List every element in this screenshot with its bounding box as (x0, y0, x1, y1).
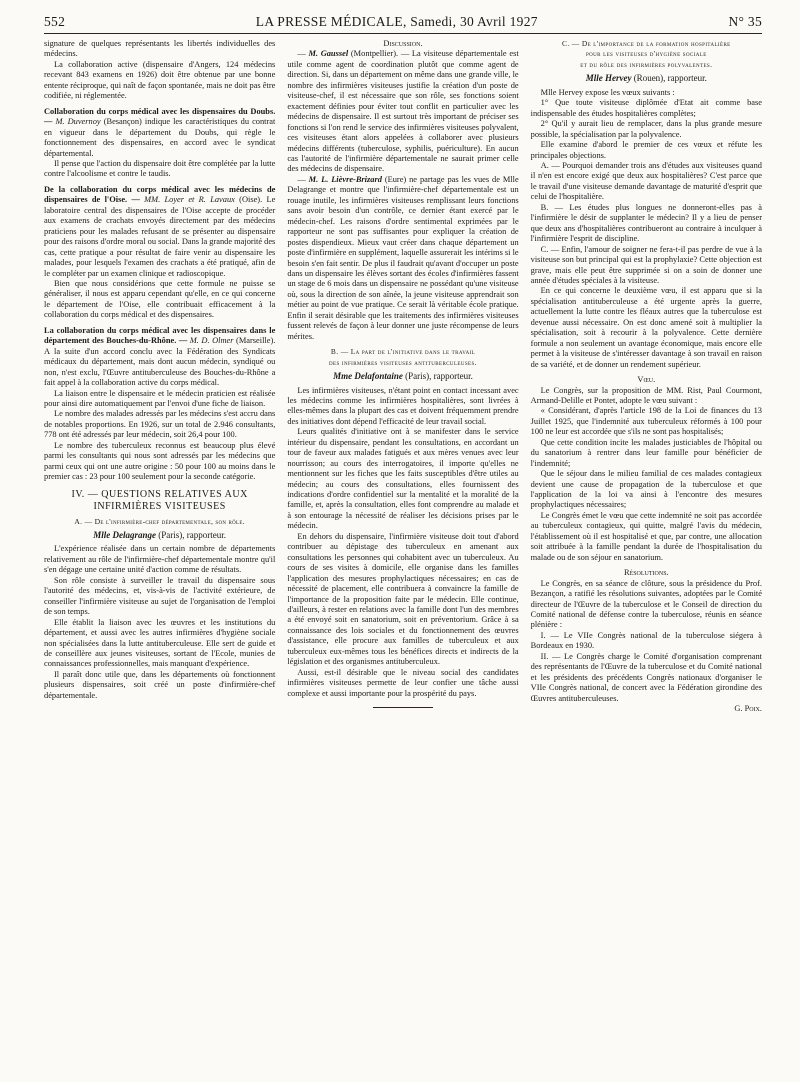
paragraph: Bien que nous considérions que cette formule ne puisse se généraliser, il nous est apparu cependant qu'elle, en ce qui concerne le département de l'Oise, elle contribuait efficacement à la collaboration du corps médical et des dispensaires. (44, 278, 276, 320)
sub-title: B. — La part de l'initiative dans le travail (330, 347, 476, 357)
paragraph: I. — Le VIIe Congrès national de la tuberculose siégera à Bordeaux en 1930. (530, 630, 762, 651)
paragraph: — M. L. Lièvre-Brizard (Eure) ne partage pas les vues de Mlle Delagrange et montre que l'infirmière-chef départementale est un rouage inutile, les infirmières visiteuses remplissant leurs fonctions sans avoir besoin d'un contrôle, ce dernier étant exercé par le médecin-chef. Les raisons d'ordre sentimental exprimées par le rapporteur ne sont pas suffisantes pour expliquer la création de postes dispendieux. Mieux vaut créer dans chaque département un poste d'infirmière en supplément, laquelle assurerait les intérims si le besoin s'en fait sentir. De plus il faudrait qu'avant d'occuper un poste dans un dispensaire les élèves sortant des écoles d'infirmières fassent un stage de 6 mois dans un dispensaire ne possédant qu'une visiteuse où, sous la direction de son aînée, la jeune visiteuse apprendrait son métier au point de vue pratique. Ce serait là véritable école pratique. Enfin il serait désirable que les traitements des infirmières visiteuses fussent relevés de façon à leur donner une juste récompense de leurs mérites. (287, 174, 519, 341)
paragraph: — M. Gaussel (Montpellier). — La visiteuse départementale est utile comme agent de coordination plutôt que comme agent de direction. Si, dans un département on même dans une grande ville, le nombre des infirmières visiteuses justifie la création d'un poste de visiteuse-chef, il est nécessaire que son rôle, ses fonctions soient exactement définies pour éviter tout conflit en particulier avec les médecins de dispensaire. Il est surtout très important de préciser ses fonctions si l'on rend le service des infirmières visiteuses polyvalent, ces visiteuses étant alors appelées à collaborer avec plusieurs médecins différents (tuberculose, syphilis, puériculture). En aucun cas l'autorité de l'infirmière départementale ne saurait primer celle des médecins de dispensaire. (287, 49, 519, 174)
column-2 (287, 39, 518, 715)
paragraph: Elle établit la liaison avec les œuvres et les institutions du département, et aussi avec les autres infirmières d'hygiène sociale non spécialisées dans la lutte antituberculeuse. Elle sert de guide et de conseillère aux jeunes visiteuses, sortant de l'Ecole, munies de connaissances professionnelles, mais manquant d'expérience. (44, 617, 276, 669)
paragraph: Les infirmières visiteuses, n'étant point en contact incessant avec les médecins comme les infirmières hospitalières, sont livrées à elles-mêmes dans la plupart des cas et doivent fréquemment prendre des initiatives dont dépend l'efficacité de leur travail social. (287, 385, 519, 426)
reporter-line: Mlle Delagrange (Paris), rapporteur. (93, 530, 227, 541)
voeu-heading: Vœu. (637, 375, 656, 385)
sub-title: C. — De l'importance de la formation hospitalière (561, 39, 731, 48)
paragraph: Mlle Hervey expose les vœux suivants : (540, 87, 675, 97)
paragraph: 2° Qu'il y aurait lieu de remplacer, dans la plus grande mesure possible, la spécialisation par la polyvalence. (530, 119, 762, 139)
section-heading: La collaboration du corps médical avec les dispensaires dans le département des Bouches-du-Rhône. — M. D. Olmer (Marseille). A la suite d'un accord conclu avec la Fédération des Syndicats médicaux du département, mais dont aucun médecin, syndiqué ou non, n'est exclu, l'Œuvre antituberculeuse des Bouches-du-Rhône a fait appel à la collaboration active du corps médical. (44, 325, 276, 388)
paragraph: Il pense que l'action du dispensaire doit être complétée par la lutte contre l'alcoolisme et contre le taudis. (44, 158, 276, 179)
reporter-line: Mlle Hervey (Rouen), rapporteur. (585, 73, 707, 84)
paragraph: signature de quelques représentants les libertés individuelles des médecins. (44, 39, 276, 59)
column-3 (531, 39, 762, 715)
paragraph: En ce qui concerne le deuxième vœu, il est apparu que si la spécialisation antituberculeuse a été urgente après la guerre, actuellement la lutte contre les fléaux autres que la tuberculose est devenue aussi nécessaire. On est donc amené soit à multiplier la spécialisation, soit à recourir à la polyvalence. Cette dernière formule a non seulement un avantage économique, mais encore elle permet à la visiteuse de s'intéresser davantage à son travail en raison de sa variété, et de donner un rendement supérieur. (530, 286, 762, 369)
paragraph: Aussi, est-il désirable que le niveau social des candidates infirmières visiteuses permette de leur confier une tâche aussi complexe et aussi importante pour la prospérité du pays. (287, 667, 519, 698)
sub-title: des infirmières visiteuses antituberculeuses. (329, 357, 477, 367)
paragraph: Leurs qualités d'initiative ont à se manifester dans le service intérieur du dispensaire, pendant les consultations, en accordant un tour de faveur aux malades fatigués et aux mères venues avec leur nourrisson; au cours des interrogatoires, il importe qu'elles ne mentionnent sur les fiches que les faits susceptibles d'être utiles au médecin; au cours des consultations, elles fournissent des indications d'ordre confidentiel sur la mentalité et la moralité de la famille, et, après la consultation, elles font comprendre au malade et à son entourage la nécessité de réaliser les décisions prises par le médecin. (287, 427, 519, 531)
paragraph: La collaboration active (dispensaire d'Angers, 124 médecins recevant 843 examens en 1926) doit être obtenue par une bonne entente réciproque, qui naît de façon spontanée, mais ne doit pas être codifiée, ni réglementée. (44, 59, 276, 101)
column-1 (44, 39, 275, 715)
sub-title: pour les visiteuses d'hygiène sociale (585, 49, 707, 59)
paragraph: La liaison entre le dispensaire et le médecin praticien est réalisée pour ainsi dire automatiquement par l'envoi d'une fiche de liaison. (44, 388, 276, 408)
section-title: IV. — QUESTIONS RELATIVES AUX INFIRMIÈRES VISITEUSES (71, 488, 248, 512)
paragraph: Le nombre des malades adressés par les médecins s'est accru dans de notables proportions. En 1926, sur un total de 2.946 consultants, 778 ont été adressés par leur médecin, soit 26,4 pour 100. (44, 409, 276, 440)
discussion-heading: Discussion. (383, 39, 423, 48)
running-head (44, 14, 762, 34)
paragraph: A. — Pourquoi demander trois ans d'études aux visiteuses quand il n'en est encore exigé que deux aux hospitalières? C'est parce que le travail d'une visiteuse demande davantage de maturité d'esprit que celui de l'hospitalière. (530, 160, 762, 202)
paragraph: « Considérant, d'après l'article 198 de la Loi de finances du 13 Juillet 1925, que l'indemnité aux tuberculeux réformés à 100 pour 100 ne leur est accordée que s'ils ne sont pas hospitalisés; (530, 406, 762, 437)
paragraph: En dehors du dispensaire, l'infirmière visiteuse doit tout d'abord contribuer au dépistage des tuberculeux en amenant aux consultations les personnes qui cohabitent avec un tuberculeux. Au cours de ses visites à domicile, elle organise dans les familles l'application des mesures prophylactiques nécessaires; en cas de nécessité de placement, elle contribuera à convaincre la famille de l'importance de la proposition faite par le médecin. Elle continue, d'ailleurs, à rester en relations avec la famille dont l'un des membres a été envoyé soit en sanatorium, soit en préventorium. Grâce à sa connaissance des lois sociales et du fonctionnement des œuvres d'assistance, elle procure aux familles de tuberculeux et aux tuberculeux eux-mêmes tous les bénéfices directs et indirects de la législation et des organismes antituberculeux. (287, 531, 519, 667)
reporter-line: Mme Delafontaine (Paris), rapporteur. (333, 371, 473, 382)
paragraph: Le nombre des tuberculeux reconnus est beaucoup plus élevé parmi les consultants qui nous sont adressés par les médecins que parmi ceux qui ont une autre origine : 50 pour 100 au moins dans le premier cas : 23 pour 100 seulement pour la seconde catégorie. (44, 440, 276, 482)
sub-title: et du rôle des infirmières polyvalentes. (580, 59, 713, 69)
paragraph: Il paraît donc utile que, dans les départements où fonctionnent plusieurs dispensaires, soit créé un poste d'infirmière-chef départementale. (44, 669, 276, 700)
paragraph: 1° Que toute visiteuse diplômée d'Etat ait comme base indispensable des études hospitalières complètes; (530, 98, 762, 118)
paragraph: II. — Le Congrès charge le Comité d'organisation comprenant des représentants de l'Œuvre de la tuberculose et du Comité national et les présidents des précédents Congrès nationaux d'organiser le VIIe Congrès national, de concert avec la Fédération girondine des Œuvres antituberculeuses. (530, 651, 762, 703)
page-number: 552 (44, 14, 66, 29)
paragraph: Le Congrès, sur la proposition de MM. Rist, Paul Courmont, Armand-Delille et Pontet, adopte le vœu suivant : (530, 385, 762, 405)
paragraph: Que le séjour dans le milieu familial de ces malades contagieux devient une cause de propagation de la tuberculose et que l'application de la loi va ainsi à l'encontre des mesures prophylactiques nécessaires; (530, 469, 762, 510)
paragraph: Son rôle consiste à surveiller le travail du dispensaire sous l'autorité des médecins, et, vis-à-vis de l'activité extérieure, de conseiller l'infirmière visiteuse au sujet de l'organisation de l'emploi de son temps. (44, 575, 276, 617)
paragraph: L'expérience réalisée dans un certain nombre de départements relativement au rôle de l'infirmière-chef départementale montre qu'il s'en dégage une certaine unité d'action comme de résultats. (44, 544, 276, 575)
paragraph: C. — Enfin, l'amour de soigner ne fera-t-il pas perdre de vue à la visiteuse son but principal qui est la prophylaxie? Cette objection est grave, mais elle peut être supprimée si on a soin de donner une année d'études spéciales à la visiteuse. (530, 244, 762, 285)
paragraph: Le Congrès émet le vœu que cette indemnité ne soit pas accordée au tuberculeux contagieux, qui quitte, malgré l'avis du médecin, l'établissement où il est hospitalisé et que, par contre, une allocation soit attribuée à la famille pendant la durée de l'hospitalisation du malade ou de son séjour en sanatorium. (530, 510, 762, 562)
paragraph: B. — Les études plus longues ne donneront-elles pas à l'infirmière le désir de supplanter le médecin? Il y a lieu de penser que deux ans d'hospitalières contribueront au contraire à inculquer à l'infirmière l'esprit de discipline. (530, 202, 762, 244)
resolutions-heading: Résolutions. (623, 568, 669, 578)
signature: G. Poix. (734, 704, 762, 714)
paragraph: Que cette condition incite les malades justiciables de l'hôpital ou du sanatorium à rentrer dans leur famille pour bénéficier de l'indemnité; (530, 437, 762, 468)
paragraph: Le Congrès, en sa séance de clôture, sous la présidence du Prof. Bezançon, a ratifié les résolutions suivantes, adoptées par le Comité directeur de l'Œuvre de la tuberculose et le Conseil de direction du Comité national de défense contre la tuberculose, réunis en séance plénière : (530, 578, 762, 630)
journal-title: LA PRESSE MÉDICALE, Samedi, 30 Avril 1927 (255, 14, 538, 29)
issue-number: N° 35 (728, 14, 762, 29)
divider (373, 707, 433, 708)
paragraph: Elle examine d'abord le premier de ces vœux et réfute les principales objections. (530, 140, 762, 160)
section-heading: De la collaboration du corps médical avec les médecins de dispensaires de l'Oise. — MM. Loyer et R. Lavaux (Oise). Le laboratoire central des dispensaires de l'Oise accepte de procéder aux examens de crachats envoyés directement par des médecins praticiens pour les malades refusant de se présenter au dispensaire pour des raisons d'ordre moral ou social. Dans la grande majorité des cas, cette pratique a pour résultat de faire venir au dispensaire les malades, pour lesquels l'examen des crachats a été pratiqué, afin de le compléter par un examen clinique et radioscopique. (44, 184, 276, 278)
section-heading: Collaboration du corps médical avec les dispensaires du Doubs. — M. Duvernoy (Besançon) indique les caractéristiques du contrat en vigueur dans le département du Doubs, qui règle le fonctionnement des dispensaires, en accord avec le syndicat départemental. (44, 106, 276, 158)
sub-title: A. — De l'infirmière-chef départementale, son rôle. (74, 516, 245, 526)
